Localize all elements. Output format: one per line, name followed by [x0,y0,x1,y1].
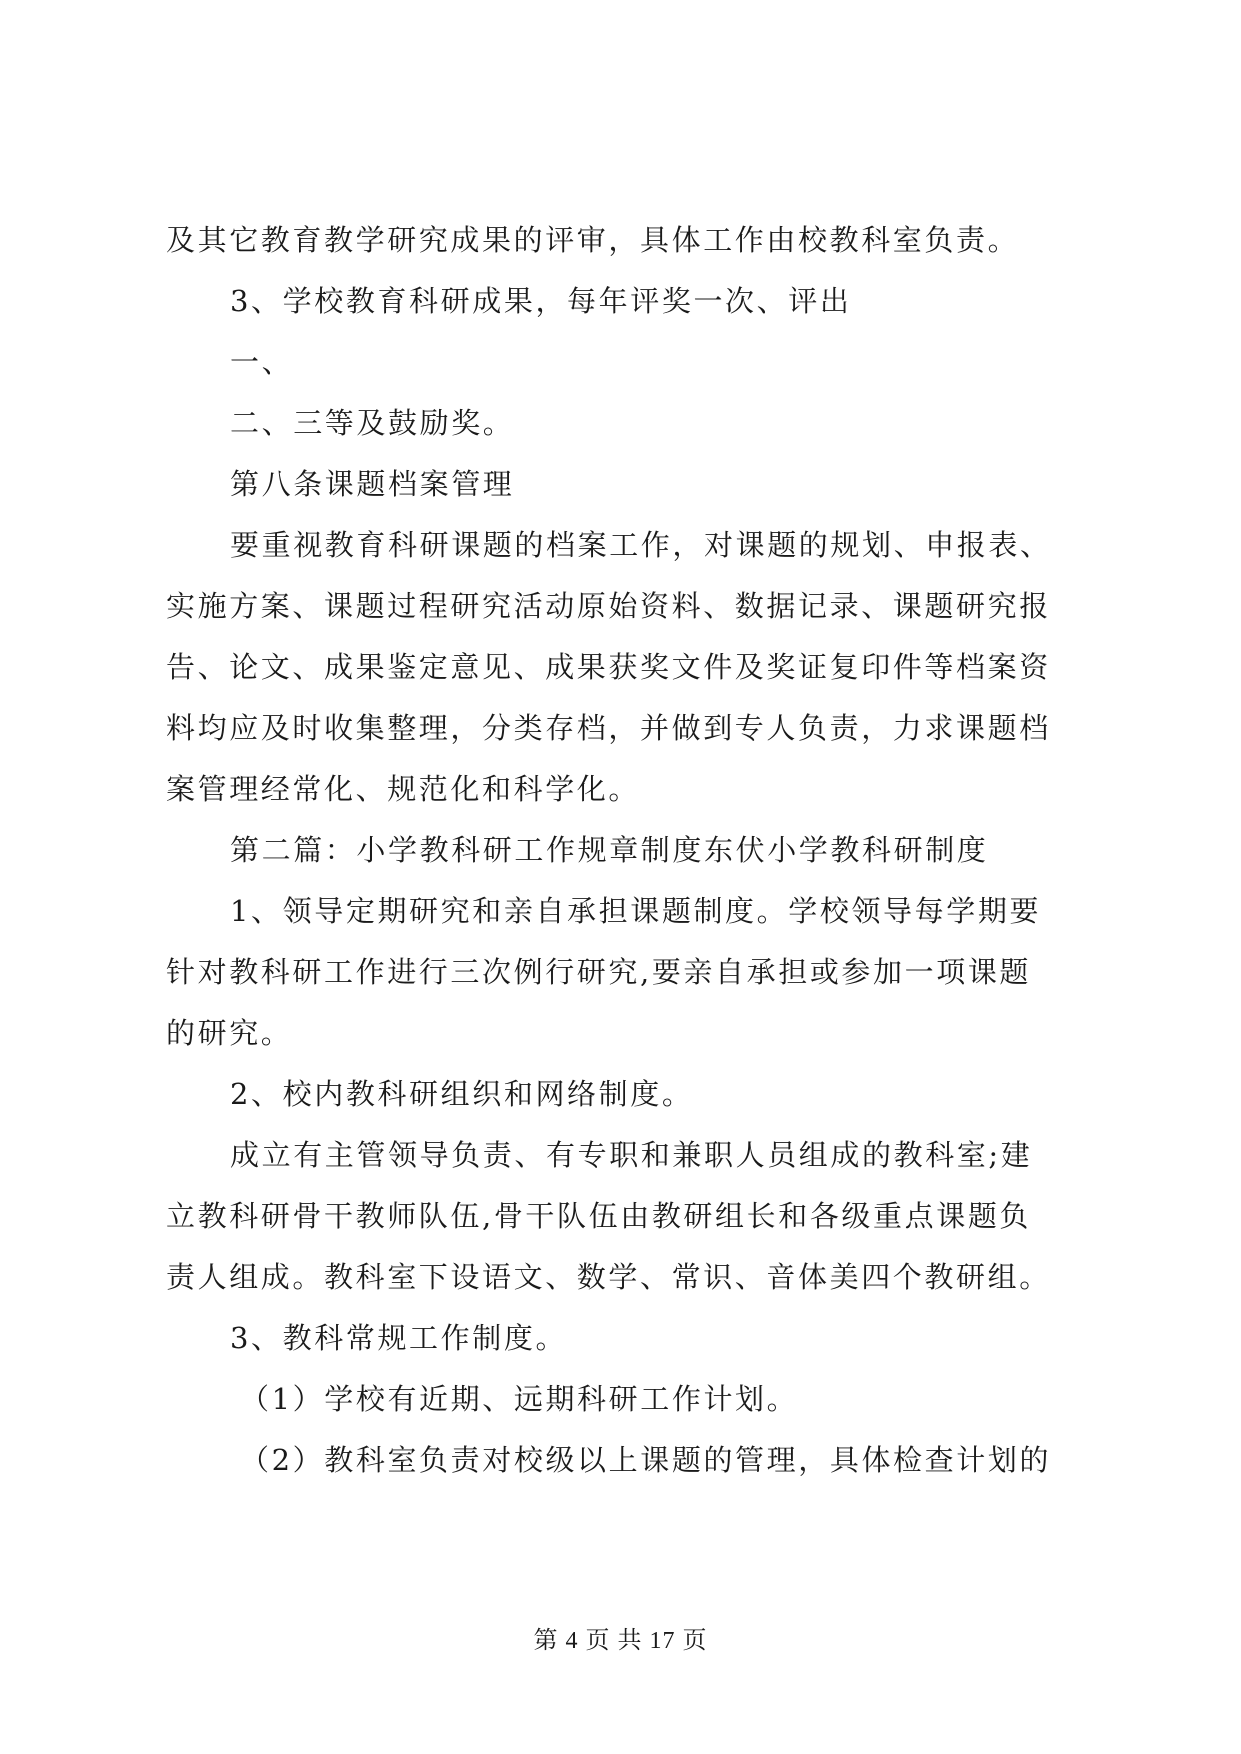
paragraph-line: 及其它教育教学研究成果的评审，具体工作由校教科室负责。 [166,223,1020,257]
page-number-footer: 第 4 页 共 17 页 [533,1628,708,1654]
list-item: （1）学校有近期、远期科研工作计划。 [240,1382,799,1416]
paragraph-line: 1、领导定期研究和亲自承担课题制度。学校领导每学期要 [230,894,1042,928]
paragraph-line: 料均应及时收集整理，分类存档，并做到专人负责，力求课题档 [166,711,1051,745]
paragraph-line: 二、三等及鼓励奖。 [230,406,515,440]
section-heading: 第二篇：小学教科研工作规章制度东伏小学教科研制度 [230,833,989,867]
paragraph-line: 责人组成。教科室下设语文、数学、常识、音体美四个教研组。 [166,1260,1051,1294]
body-text [166,210,1086,1491]
paragraph-line: 3、学校教育科研成果，每年评奖一次、评出 [230,284,852,318]
paragraph-line: 立教科研骨干教师队伍,骨干队伍由教研组长和各级重点课题负 [166,1199,1032,1233]
paragraph-line: 针对教科研工作进行三次例行研究,要亲自承担或参加一项课题 [166,955,1032,989]
paragraph-line: 2、校内教科研组织和网络制度。 [230,1077,694,1111]
paragraph-line: 案管理经常化、规范化和科学化。 [166,772,641,806]
paragraph-line: 成立有主管领导负责、有专职和兼职人员组成的教科室;建 [230,1138,1033,1172]
paragraph-line: 要重视教育科研课题的档案工作，对课题的规划、申报表、 [230,528,1052,562]
section-heading: 第八条课题档案管理 [230,467,515,501]
paragraph-line: 3、教科常规工作制度。 [230,1321,568,1355]
paragraph-line: 告、论文、成果鉴定意见、成果获奖文件及奖证复印件等档案资 [166,650,1051,684]
paragraph-line: 实施方案、课题过程研究活动原始资料、数据记录、课题研究报 [166,589,1051,623]
paragraph-line: 的研究。 [166,1016,293,1050]
paragraph-line: 一、 [230,345,294,379]
list-item: （2）教科室负责对校级以上课题的管理，具体检查计划的 [240,1443,1052,1477]
